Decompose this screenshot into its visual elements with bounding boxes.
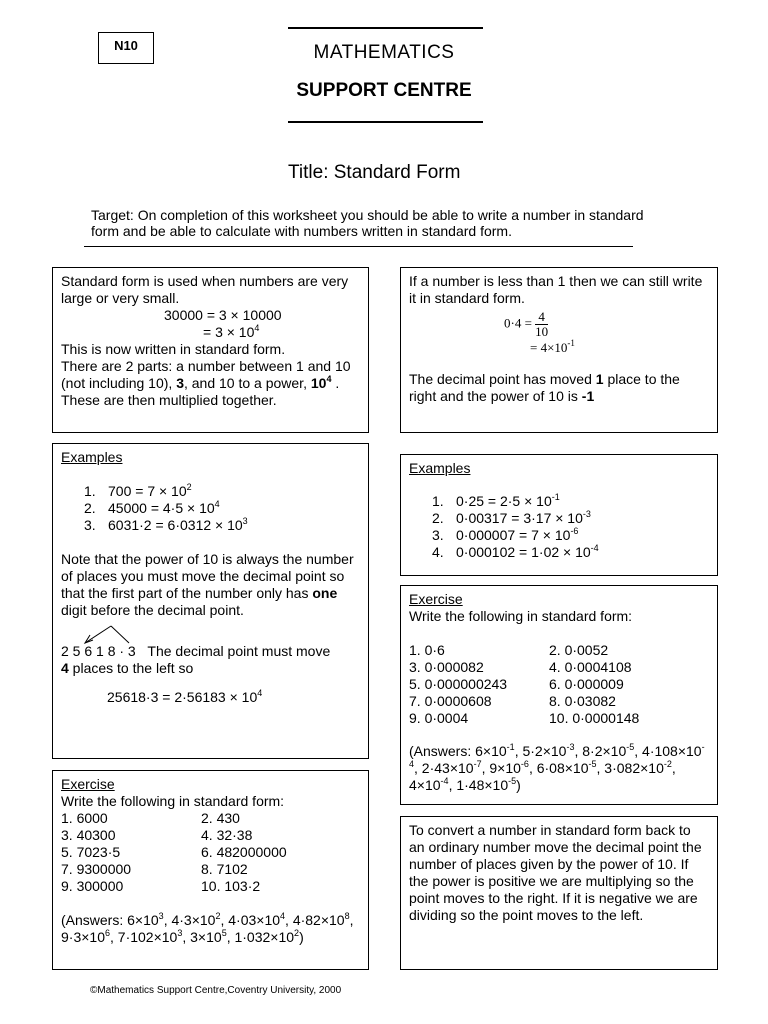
top-rule <box>288 27 483 29</box>
exercise-item: 8. 7102 <box>201 861 248 877</box>
exercise-item: 1. 6000 <box>61 810 108 826</box>
list-item: 2. $0\cdot 00317 = 3\cdot 17 \times 10^{-3}$ <box>432 509 591 526</box>
lt1-line1: If a number is less than 1 then we can still write it in standard form. <box>409 273 703 306</box>
list-item: 2. $45000 = 4\cdot 5 \times 10^4$ <box>84 499 220 516</box>
exercise-left-answers: (Answers: $6\times 10^3$, $4\cdot 3\times 10^2$, $4\cdot 03\times 10^4$, $4\cdot 82\times 10^8$, $9\cdot 3\times 10^6$, $7\cdot 102\times 10^3$, $3\times 10^5$, $1\cdot 032\times 10^2$) <box>61 911 354 945</box>
list-item: 3. $0\cdot 000007 = 7 \times 10^{-6}$ <box>432 526 579 543</box>
decimal-arrow-diagram <box>61 623 360 643</box>
exercise-left-box <box>52 770 369 970</box>
exercise-item: 2. 0·0052 <box>549 642 609 658</box>
exercise-item: 1. 0·6 <box>409 642 445 658</box>
intro-line1: Standard form is used when numbers are very large or very small. <box>61 273 349 306</box>
list-item: 1. $0\cdot 25 = 2\cdot 5 \times 10^{-1}$ <box>432 492 560 509</box>
examples-left-heading: Examples <box>61 449 123 465</box>
exercise-item: 9. 0·0004 <box>409 710 469 726</box>
convert-back-box <box>400 816 718 970</box>
decimal-move-line2: 4 places to the left so <box>61 660 194 676</box>
exercise-item: 10. 103·2 <box>201 878 261 894</box>
exercise-item: 5. 7023·5 <box>61 844 121 860</box>
exercise-item: 3. 40300 <box>61 827 116 843</box>
exercise-right-heading: Exercise <box>409 591 463 607</box>
exercise-right-box <box>400 585 718 805</box>
decimal-result: $25618\cdot 3 = 2\cdot 56183 \times 10^4$ <box>107 688 263 705</box>
lt1-line2: The decimal point has moved 1 place to the right and the power of 10 is -1 <box>409 371 680 404</box>
exercise-right-grid <box>409 642 709 727</box>
exercise-right-instruction: Write the following in standard form: <box>409 608 633 624</box>
header-bottom-rule <box>288 121 483 123</box>
intro-eq1: 30000 = 3 × 10000 <box>164 307 282 323</box>
header-line2: SUPPORT CENTRE <box>296 80 472 101</box>
footer-copyright: ©Mathematics Support Centre,Coventry University, 2000 <box>90 985 342 996</box>
intro-box <box>52 267 369 433</box>
examples-right-list <box>432 493 709 561</box>
exercise-item: 4. 32·38 <box>201 827 253 843</box>
exercise-left-grid <box>61 810 360 895</box>
exercise-item: 6. 482000000 <box>201 844 287 860</box>
examples-left-list <box>84 483 360 534</box>
exercise-item: 2. 430 <box>201 810 240 826</box>
intro-line3: There are 2 parts: a number between 1 and 10 (not including 10), 3, and 10 to a power, $10^4$ . These are then multiplied together. <box>61 358 351 408</box>
less-than-one-box <box>400 267 718 433</box>
exercise-left-instruction: Write the following in standard form: <box>61 793 285 809</box>
page-title: Title: Standard Form <box>288 162 461 183</box>
target-rule <box>84 246 633 247</box>
lt1-equation2: = $4\times 10^{-1}$ <box>530 338 575 355</box>
exercise-item: 10. 0·0000148 <box>549 710 640 726</box>
examples-left-box <box>52 443 369 759</box>
decimal-move-line: 2 5 6 1 8 · 3 The decimal point must move <box>61 643 331 659</box>
examples-left-note: Note that the power of 10 is always the number of places you must move the decimal point so that the first part of the number only has one digit before the decimal point. <box>61 551 354 618</box>
exercise-item: 5. 0·000000243 <box>409 676 508 692</box>
exercise-item: 7. 0·0000608 <box>409 693 492 709</box>
exercise-right-answers: (Answers: $6\times 10^{-1}$, $5\cdot 2\times 10^{-3}$, $8\cdot 2\times 10^{-5}$, $4\cdot 108\times 10^{-4}$, $2\cdot 43\times 10^{-7}$, $9\times 10^{-6}$, $6\cdot 08\times 10^{-5}$, $3\cdot 082\times 10^{-2}$, $4\times 10^{-4}$, $1\cdot 48\times 10^{-5}$) <box>409 742 705 793</box>
exercise-item: 6. 0·000009 <box>549 676 624 692</box>
exercise-left-heading: Exercise <box>61 776 115 792</box>
list-item: 1. $700 = 7 \times 10^2$ <box>84 482 192 499</box>
exercise-item: 4. 0·0004108 <box>549 659 632 675</box>
arrow-icon <box>69 623 149 645</box>
exercise-item: 7. 9300000 <box>61 861 132 877</box>
target-text: Target: On completion of this worksheet you should be able to write a number in standard form and be able to calculate with numbers written in standard form. <box>91 207 644 239</box>
header-line1: MATHEMATICS <box>313 42 455 63</box>
exercise-item: 9. 300000 <box>61 878 124 894</box>
exercise-item: 3. 0·000082 <box>409 659 484 675</box>
examples-right-box <box>400 454 718 576</box>
sheet-code: N10 <box>98 32 154 64</box>
intro-eq2: = $3 \times 10^4$ <box>203 323 260 340</box>
list-item: 3. $6031\cdot 2 = 6\cdot 0312 \times 10^3$ <box>84 516 248 533</box>
intro-line2: This is now written in standard form. <box>61 341 286 357</box>
exercise-item: 8. 0·03082 <box>549 693 616 709</box>
lt1-equation: 0·4 = $\frac{4}{10}$ <box>504 309 549 339</box>
list-item: 4. $0\cdot 000102 = 1\cdot 02 \times 10^{-4}$ <box>432 543 599 560</box>
convert-back-text: To convert a number in standard form back to an ordinary number move the decimal point the number of places given by the power of 10. If the power is positive we are multiplying so the point moves to the right. If it is negative we are dividing so the point moves to the left. <box>409 822 702 923</box>
examples-right-heading: Examples <box>409 460 471 476</box>
